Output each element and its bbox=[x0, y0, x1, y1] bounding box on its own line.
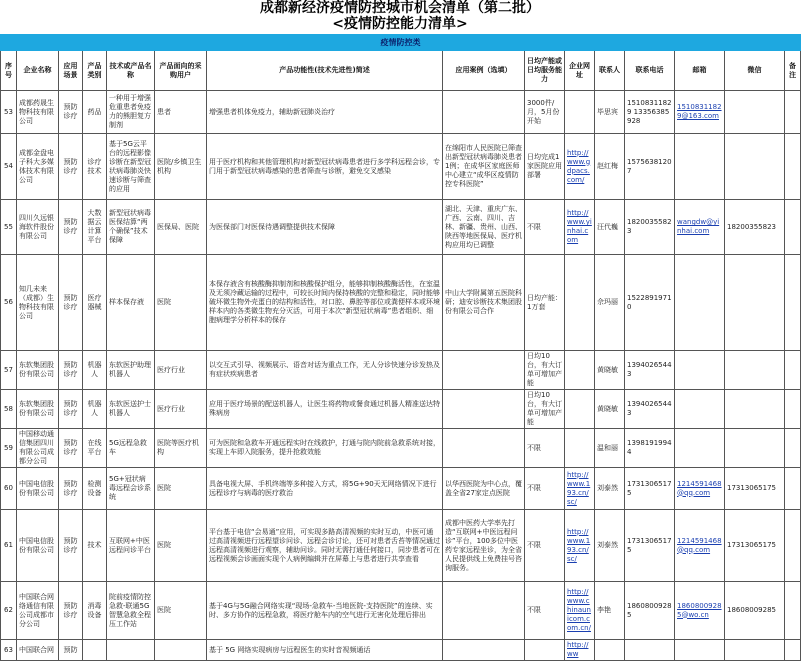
table-cell bbox=[155, 640, 207, 661]
table-cell bbox=[565, 255, 595, 351]
table-cell: 不限 bbox=[525, 468, 565, 510]
column-header: 邮箱 bbox=[675, 51, 725, 91]
table-cell bbox=[785, 134, 801, 200]
table-cell: 13940265443 bbox=[625, 351, 675, 390]
table-cell: 技术 bbox=[83, 510, 107, 582]
table-cell: 预防诊疗 bbox=[59, 200, 83, 255]
table-cell bbox=[725, 429, 785, 468]
table-cell: 以交互式引导、视频展示、语音对话为重点工作，无人分诊快速分诊发热及有症状疾病患者 bbox=[207, 351, 443, 390]
table-cell: 刘泰然 bbox=[595, 510, 625, 582]
table-cell: 佘玛丽 bbox=[595, 255, 625, 351]
column-header: 日均产能或日均服务能力 bbox=[525, 51, 565, 91]
table-cell: 中国电信股份有限公司 bbox=[17, 510, 59, 582]
table-cell: 基于5G云平台的远程影像诊断在新型冠状病毒肺炎快速诊断与筛查的应用 bbox=[107, 134, 155, 200]
table-row bbox=[1, 510, 801, 582]
table-cell: 日均10台，有大订单可增加产能 bbox=[525, 390, 565, 429]
table-cell: 互联网+中医远程问诊平台 bbox=[107, 510, 155, 582]
table-cell bbox=[785, 200, 801, 255]
column-header: 产品功能性(技术先进性)简述 bbox=[207, 51, 443, 91]
table-cell bbox=[725, 351, 785, 390]
table-cell: 东软集团股份有限公司 bbox=[17, 390, 59, 429]
column-header: 应用场景 bbox=[59, 51, 83, 91]
table-cell: 54 bbox=[1, 134, 17, 200]
table-cell: 机器人 bbox=[83, 390, 107, 429]
table-cell: 机器人 bbox=[83, 351, 107, 390]
table-cell bbox=[675, 429, 725, 468]
table-cell bbox=[725, 91, 785, 134]
table-cell: 中国联合网络通信有限公司成都市分公司 bbox=[17, 582, 59, 640]
table-cell bbox=[565, 351, 595, 390]
table-cell bbox=[675, 351, 725, 390]
table-cell: 样本保存液 bbox=[107, 255, 155, 351]
table-cell bbox=[107, 640, 155, 661]
table-row bbox=[1, 351, 801, 390]
table-cell: 医院 bbox=[155, 255, 207, 351]
table-cell: http://www.193.cn/sc/ bbox=[565, 468, 595, 510]
table-cell: 日均产能：1万套 bbox=[525, 255, 565, 351]
table-cell bbox=[785, 255, 801, 351]
table-cell: 药品 bbox=[83, 91, 107, 134]
table-cell: 预防诊疗 bbox=[59, 468, 83, 510]
table-cell bbox=[785, 91, 801, 134]
column-header: 序号 bbox=[1, 51, 17, 91]
table-cell: 预防 bbox=[59, 640, 83, 661]
table-cell: 医院/乡镇卫生机构 bbox=[155, 134, 207, 200]
table-cell: 本保存液含有核酸酶抑制剂和核酸保护组分，能够抑制核酸酶活性，在室温及无须冷藏运输的过程中，可较长时间内保持核酸的完整和稳定，同时能够破坏微生物外壳蛋白的结构和活性，对口腔、鼻腔等部位或粪便样本或环境样本内的各类微生物充分灭活，可用于本次“新型冠状病毒”患者组织、细胞病理学分析样本的保存 bbox=[207, 255, 443, 351]
table-cell: 57 bbox=[1, 351, 17, 390]
table-cell bbox=[675, 134, 725, 200]
table-cell: 5G远程急救车 bbox=[107, 429, 155, 468]
table-cell bbox=[785, 390, 801, 429]
table-cell: 黄晓敏 bbox=[595, 390, 625, 429]
table-cell bbox=[675, 640, 725, 661]
table-cell: 院前疫情防控急救-联通5G智慧急救全程压工作站 bbox=[107, 582, 155, 640]
table-cell: 刘泰然 bbox=[595, 468, 625, 510]
table-cell: http://www.193.cn/sc/ bbox=[565, 510, 595, 582]
table-row bbox=[1, 390, 801, 429]
table-cell: 成都药晟生物科技有限公司 bbox=[17, 91, 59, 134]
table-cell: http://www.gdpacs.com/ bbox=[565, 134, 595, 200]
table-cell: 医院 bbox=[155, 510, 207, 582]
table-row bbox=[1, 200, 801, 255]
table-cell bbox=[595, 640, 625, 661]
table-cell: 成都金盘电子科大多媒体技术有限公司 bbox=[17, 134, 59, 200]
table-cell: 15108311829@163.com bbox=[675, 91, 725, 134]
table-cell: 15756381207 bbox=[625, 134, 675, 200]
table-cell: 5G+冠状病毒远程会诊系统 bbox=[107, 468, 155, 510]
table-cell: wangdw@yinhai.com bbox=[675, 200, 725, 255]
table-cell: 平台基于电信“会易通”应用，可实现多路高清视频的实时互动，中医可通过高清视频进行远程望诊问诊、远程会诊讨论，还可对患者舌苔等情况通过远程高清视频进行观察，辅助问诊。同时无需打通任何接口，同步患者可在远程视频会诊画面实现个人病例编辑并在屏幕上与患者进行共享查看 bbox=[207, 510, 443, 582]
column-header: 备注 bbox=[785, 51, 801, 91]
table-cell: 1860800928 5@wo.cn bbox=[675, 582, 725, 640]
column-header: 产品类别 bbox=[83, 51, 107, 91]
table-cell: 17313065175 bbox=[725, 468, 785, 510]
table-cell: 消毒设备 bbox=[83, 582, 107, 640]
table-cell: 不限 bbox=[525, 200, 565, 255]
table-cell bbox=[565, 91, 595, 134]
spreadsheet bbox=[0, 34, 800, 658]
table-cell bbox=[675, 390, 725, 429]
table-cell: 1214591468@qq.com bbox=[675, 510, 725, 582]
table-cell bbox=[725, 255, 785, 351]
table-cell bbox=[785, 351, 801, 390]
table-cell: 应用于医疗场景的配送机器人，让医生将药物或餐食通过机器人精准送达特殊病房 bbox=[207, 390, 443, 429]
table-cell: 东软医护助理机器人 bbox=[107, 351, 155, 390]
table-cell: http://www.chinaunicom.com.cn/ bbox=[565, 582, 595, 640]
table-cell: 17313065175 bbox=[625, 468, 675, 510]
table-body bbox=[1, 91, 801, 661]
table-row bbox=[1, 255, 801, 351]
table-row bbox=[1, 429, 801, 468]
table-cell: 预防诊疗 bbox=[59, 390, 83, 429]
table-cell: 汪代巍 bbox=[595, 200, 625, 255]
table-row bbox=[1, 582, 801, 640]
table-cell bbox=[785, 510, 801, 582]
table-row bbox=[1, 468, 801, 510]
table-cell: 医疗器械 bbox=[83, 255, 107, 351]
table-cell: 15108311829 13356385928 bbox=[625, 91, 675, 134]
table-cell: 东软集团股份有限公司 bbox=[17, 351, 59, 390]
column-header: 技术或产品名称 bbox=[107, 51, 155, 91]
column-header: 联系电话 bbox=[625, 51, 675, 91]
table-cell bbox=[525, 640, 565, 661]
table-cell: 在线平台 bbox=[83, 429, 107, 468]
table-cell: 18608009285 bbox=[725, 582, 785, 640]
table-cell: 医院等医疗机构 bbox=[155, 429, 207, 468]
table-cell: 温和丽 bbox=[595, 429, 625, 468]
table-cell: 大数据云计算平台 bbox=[83, 200, 107, 255]
table-cell: 为医保部门对医保待遇调整提供技术保障 bbox=[207, 200, 443, 255]
table-cell: 预防诊疗 bbox=[59, 91, 83, 134]
table-cell: 李艳 bbox=[595, 582, 625, 640]
table-cell: 在绵阳市人民医院已筛查出新型冠状病毒肺炎患者1例；在成华区家庭医师中心建立“成华区疫情防控专科医院” bbox=[443, 134, 525, 200]
table-cell: 检测设备 bbox=[83, 468, 107, 510]
table-cell: 知几未来（成都）生物科技有限公司 bbox=[17, 255, 59, 351]
table-cell: 预防诊疗 bbox=[59, 429, 83, 468]
table-cell: 中国电信股份有限公司 bbox=[17, 468, 59, 510]
table-cell: 中山大学附属第五医院科研；迪安诊断技术集团股份有限公司合作 bbox=[443, 255, 525, 351]
table-cell: 59 bbox=[1, 429, 17, 468]
table-cell: 以华西医院为中心点，覆盖全省27家定点医院 bbox=[443, 468, 525, 510]
table-cell: 诊疗技术 bbox=[83, 134, 107, 200]
table-cell bbox=[725, 134, 785, 200]
table-cell: 预防诊疗 bbox=[59, 582, 83, 640]
table-cell bbox=[785, 429, 801, 468]
table-cell: 湖北、天津、重庆广东、广西、云南、四川、吉林、新疆、贵州、山西、陕西等地医保局、医疗机构应用均已调整 bbox=[443, 200, 525, 255]
table-cell bbox=[565, 390, 595, 429]
table-cell: 医院 bbox=[155, 582, 207, 640]
title-area bbox=[0, 0, 800, 34]
table-cell bbox=[443, 390, 525, 429]
table-cell: 具备电视大屏、手机终端等多种接入方式，将5G+90天无网络情况下进行远程诊疗与病毒的医疗救治 bbox=[207, 468, 443, 510]
table-cell: 13981919944 bbox=[625, 429, 675, 468]
table-cell bbox=[443, 351, 525, 390]
table-cell: 用于医疗机构和其他管理机构对新型冠状病毒患者进行多学科远程会诊，专门用于新型冠状病毒感染的患者筛查与诊断，避免交叉感染 bbox=[207, 134, 443, 200]
column-header: 微信 bbox=[725, 51, 785, 91]
column-header: 企业名称 bbox=[17, 51, 59, 91]
table-cell bbox=[725, 390, 785, 429]
table-cell bbox=[443, 91, 525, 134]
column-header: 联系人 bbox=[595, 51, 625, 91]
table-cell: 63 bbox=[1, 640, 17, 661]
opportunity-table bbox=[0, 34, 801, 661]
table-cell bbox=[565, 429, 595, 468]
table-cell: 55 bbox=[1, 200, 17, 255]
section-row bbox=[1, 35, 801, 51]
table-cell: 62 bbox=[1, 582, 17, 640]
table-cell: 60 bbox=[1, 468, 17, 510]
column-header: 企业网址 bbox=[565, 51, 595, 91]
table-cell bbox=[675, 255, 725, 351]
table-cell: 17313065175 bbox=[625, 510, 675, 582]
table-cell bbox=[625, 640, 675, 661]
table-cell: 18200355823 bbox=[625, 200, 675, 255]
table-cell bbox=[443, 429, 525, 468]
table-row bbox=[1, 134, 801, 200]
table-cell: 一种用于增强危重患者免疫力的熊胆复方制剂 bbox=[107, 91, 155, 134]
table-cell: 医疗行业 bbox=[155, 351, 207, 390]
table-cell: 56 bbox=[1, 255, 17, 351]
table-cell: 基于 5G 网络实现病房与远程医生的实时音视频通话 bbox=[207, 640, 443, 661]
table-cell: 中国移动通信集团四川有限公司成都分公司 bbox=[17, 429, 59, 468]
page-subtitle: <疫情防控能力清单> bbox=[332, 16, 468, 32]
table-cell: 不限 bbox=[525, 510, 565, 582]
table-cell bbox=[785, 640, 801, 661]
table-cell: http://ww bbox=[565, 640, 595, 661]
table-cell: 黄晓敏 bbox=[595, 351, 625, 390]
table-cell: 日均10台，有大订单可增加产能 bbox=[525, 351, 565, 390]
table-cell bbox=[443, 640, 525, 661]
page-title: 成都新经济疫情防控城市机会清单（第二批） bbox=[260, 0, 540, 16]
table-cell: 患者 bbox=[155, 91, 207, 134]
table-cell: 61 bbox=[1, 510, 17, 582]
table-cell: 四川久远银海软件股份有限公司 bbox=[17, 200, 59, 255]
table-cell: 15228919710 bbox=[625, 255, 675, 351]
table-cell: 3000件/月，5月份开始 bbox=[525, 91, 565, 134]
table-row bbox=[1, 91, 801, 134]
section-label: 疫情防控类 bbox=[1, 35, 801, 51]
table-cell: 毕思宾 bbox=[595, 91, 625, 134]
table-cell: 58 bbox=[1, 390, 17, 429]
column-header: 产品面向的采购用户 bbox=[155, 51, 207, 91]
table-cell: 预防诊疗 bbox=[59, 351, 83, 390]
table-cell: 18608009285 bbox=[625, 582, 675, 640]
table-cell: 不限 bbox=[525, 582, 565, 640]
table-cell: 成都中医药大学率先打造“互联网+中医远程问诊”平台，100多位中医药专家远程坐诊，为全省人民提供线上免费挂号咨询服务。 bbox=[443, 510, 525, 582]
table-cell: 东软医送护士机器人 bbox=[107, 390, 155, 429]
table-cell: 医疗行业 bbox=[155, 390, 207, 429]
table-cell bbox=[785, 582, 801, 640]
table-cell: 1214591468@qq.com bbox=[675, 468, 725, 510]
table-cell: 医院 bbox=[155, 468, 207, 510]
table-cell: 预防诊疗 bbox=[59, 255, 83, 351]
table-cell: 新型冠状病毒医保结算“两个确保”技术保障 bbox=[107, 200, 155, 255]
table-cell: 17313065175 bbox=[725, 510, 785, 582]
table-cell: 可为医院和急救车开通远程实时在线救护，打通与院内院前急救系统对接，实现上车即入院服务，提升抢救效能 bbox=[207, 429, 443, 468]
table-cell: 中国联合网 bbox=[17, 640, 59, 661]
column-header: 应用案例（选填） bbox=[443, 51, 525, 91]
table-cell: 不限 bbox=[525, 429, 565, 468]
table-cell: 53 bbox=[1, 91, 17, 134]
table-cell bbox=[83, 640, 107, 661]
table-cell: 预防诊疗 bbox=[59, 510, 83, 582]
table-cell: 13940265443 bbox=[625, 390, 675, 429]
table-cell bbox=[443, 582, 525, 640]
table-cell: 增强患者机体免疫力，辅助新冠肺炎治疗 bbox=[207, 91, 443, 134]
table-cell: http://www.yinhai.com bbox=[565, 200, 595, 255]
table-row bbox=[1, 640, 801, 661]
table-cell: 18200355823 bbox=[725, 200, 785, 255]
table-cell bbox=[725, 640, 785, 661]
table-cell: 赵红梅 bbox=[595, 134, 625, 200]
table-cell: 预防诊疗 bbox=[59, 134, 83, 200]
table-cell: 医保局、医院 bbox=[155, 200, 207, 255]
header-row bbox=[1, 51, 801, 91]
table-cell: 日均完成1家医院应用部署 bbox=[525, 134, 565, 200]
table-cell: 基于4G与5G融合网络实现“现场-急救车-当地医院-支持医院”的连续、实时、多方协作的远程急救，将医疗舱车内的空气进行无害化处理后排出 bbox=[207, 582, 443, 640]
table-cell bbox=[785, 468, 801, 510]
